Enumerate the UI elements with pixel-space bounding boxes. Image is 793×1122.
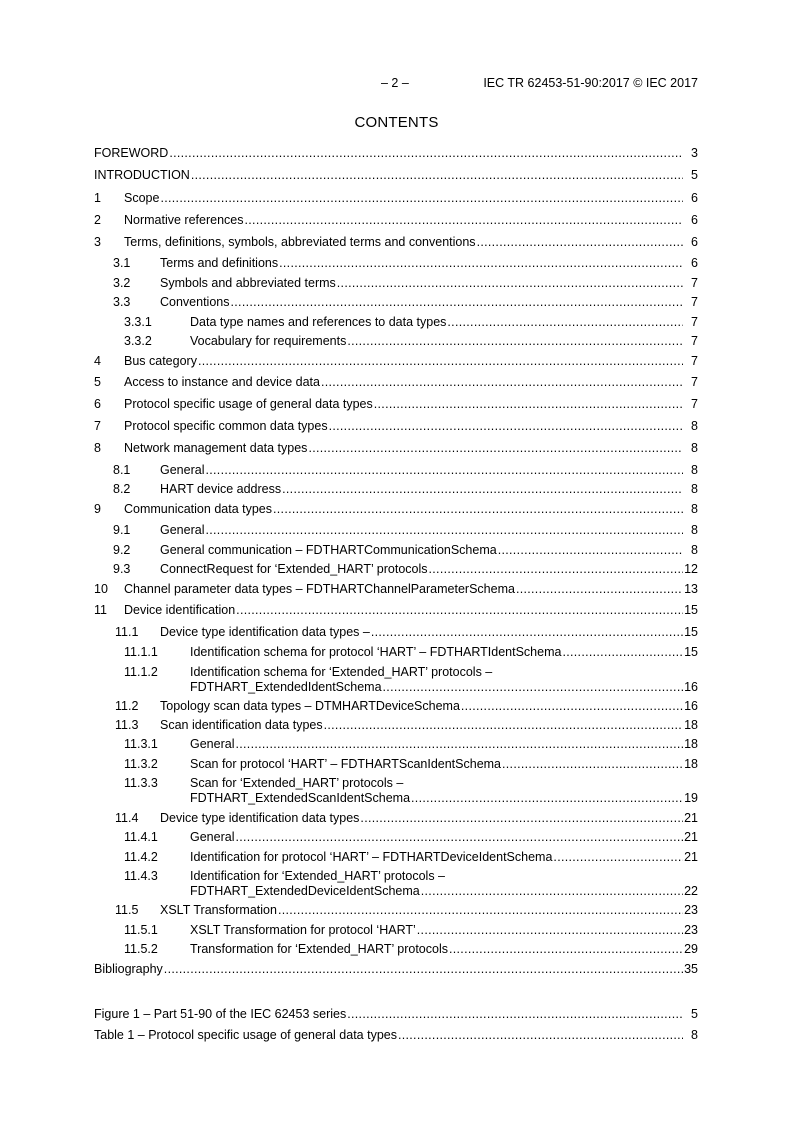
page-ref: 16 xyxy=(684,680,698,694)
toc-entry[interactable] xyxy=(94,718,698,733)
toc-entry[interactable] xyxy=(94,582,698,597)
page-ref: 18 xyxy=(684,757,698,771)
dot-leader xyxy=(282,482,683,497)
page-title: CONTENTS xyxy=(354,114,439,131)
page-ref: 12 xyxy=(684,562,698,576)
toc-entry[interactable] xyxy=(94,397,698,412)
page-ref: 8 xyxy=(691,523,698,537)
entry-title: Protocol specific usage of general data types xyxy=(124,397,373,411)
dot-leader xyxy=(198,354,683,369)
dot-leader xyxy=(447,315,683,330)
dot-leader xyxy=(502,757,683,772)
toc-entry[interactable] xyxy=(94,295,698,310)
dot-leader xyxy=(278,903,683,918)
page-ref: 35 xyxy=(684,962,698,976)
section-number: 2 xyxy=(94,213,101,227)
entry-title: Bus category xyxy=(124,354,197,368)
page-ref: 21 xyxy=(684,811,698,825)
page-number: – 2 – xyxy=(381,76,409,90)
entry-title: Symbols and abbreviated terms xyxy=(160,276,336,290)
dot-leader xyxy=(273,502,683,517)
page-ref: 23 xyxy=(684,923,698,937)
toc-entry[interactable] xyxy=(94,645,698,660)
page-ref: 5 xyxy=(691,168,698,182)
entry-title: Topology scan data types – DTMHARTDeviceSchema xyxy=(160,699,460,713)
section-number: 11.3.3 xyxy=(124,776,158,790)
dot-leader xyxy=(245,213,684,228)
dot-leader xyxy=(498,543,683,558)
dot-leader xyxy=(347,334,683,349)
page-ref: 6 xyxy=(691,235,698,249)
table-entry[interactable] xyxy=(94,1028,698,1043)
dot-leader xyxy=(324,718,683,733)
page-ref: 8 xyxy=(691,419,698,433)
dot-leader xyxy=(279,256,683,271)
toc-entry[interactable] xyxy=(94,334,698,349)
section-number: 5 xyxy=(94,375,101,389)
section-number: 11.1.1 xyxy=(124,645,158,659)
entry-title: Network management data types xyxy=(124,441,308,455)
section-number: 11.5.2 xyxy=(124,942,158,956)
entry-title: Access to instance and device data xyxy=(124,375,320,389)
section-number: 8.2 xyxy=(113,482,131,496)
section-number: 7 xyxy=(94,419,101,433)
entry-title: General communication – FDTHARTCommunicationSchema xyxy=(160,543,497,557)
page-ref: 16 xyxy=(684,699,698,713)
section-number: 1 xyxy=(94,191,101,205)
page-header xyxy=(94,76,698,92)
page-ref: 7 xyxy=(691,276,698,290)
dot-leader xyxy=(308,441,683,456)
dot-leader xyxy=(417,923,683,938)
dot-leader xyxy=(421,884,683,899)
dot-leader xyxy=(347,1007,683,1022)
dot-leader xyxy=(383,680,683,695)
entry-title: Conventions xyxy=(160,295,230,309)
dot-leader xyxy=(449,942,683,957)
entry-title: General xyxy=(190,737,235,751)
dot-leader xyxy=(374,397,683,412)
section-number: 6 xyxy=(94,397,101,411)
section-number: 11.5 xyxy=(115,903,139,917)
entry-title: Bibliography xyxy=(94,962,163,976)
entry-title: Identification for ‘Extended_HART’ protocols – xyxy=(190,869,445,883)
section-number: 11.1.2 xyxy=(124,665,158,679)
toc-entry[interactable] xyxy=(94,776,698,806)
entry-title: Scan for ‘Extended_HART’ protocols – xyxy=(190,776,404,790)
page-ref: 3 xyxy=(691,146,698,160)
dot-leader xyxy=(398,1028,683,1043)
page-ref: 23 xyxy=(684,903,698,917)
toc-entry[interactable] xyxy=(94,850,698,865)
section-number: 9 xyxy=(94,502,101,516)
toc-entry[interactable] xyxy=(94,543,698,558)
page-ref: 7 xyxy=(691,334,698,348)
toc-entry[interactable] xyxy=(94,603,698,618)
dot-leader xyxy=(169,146,683,161)
entry-title: FOREWORD xyxy=(94,146,169,160)
page-ref: 15 xyxy=(684,645,698,659)
section-number: 11.3.2 xyxy=(124,757,158,771)
entry-title: Scan for protocol ‘HART’ – FDTHARTScanIdentSchema xyxy=(190,757,502,771)
page-ref: 15 xyxy=(684,603,698,617)
toc-entry[interactable] xyxy=(94,168,698,183)
entry-title: Device type identification data types xyxy=(160,811,360,825)
dot-leader xyxy=(429,562,683,577)
section-number: 11.4.2 xyxy=(124,850,158,864)
toc-entry[interactable] xyxy=(94,903,698,918)
page-ref: 8 xyxy=(691,1028,698,1042)
toc-entry[interactable] xyxy=(94,419,698,434)
toc-entry[interactable] xyxy=(94,923,698,938)
toc-entry[interactable] xyxy=(94,354,698,369)
page-ref: 6 xyxy=(691,191,698,205)
dot-leader xyxy=(371,625,683,640)
section-number: 9.1 xyxy=(113,523,131,537)
toc-entry[interactable] xyxy=(94,942,698,957)
toc-entry[interactable] xyxy=(94,830,698,845)
toc-entry[interactable] xyxy=(94,962,698,977)
section-number: 11.3.1 xyxy=(124,737,158,751)
entry-title: Identification schema for protocol ‘HART’ – FDTHARTIdentSchema xyxy=(190,645,562,659)
entry-title: Terms and definitions xyxy=(160,256,279,270)
entry-title: Scan identification data types xyxy=(160,718,323,732)
dot-leader xyxy=(553,850,683,865)
dot-leader xyxy=(461,699,683,714)
section-number: 11.2 xyxy=(115,699,139,713)
dot-leader xyxy=(235,830,683,845)
section-number: 8.1 xyxy=(113,463,131,477)
page-ref: 29 xyxy=(684,942,698,956)
dot-leader xyxy=(516,582,683,597)
dot-leader xyxy=(191,168,683,183)
toc-entry[interactable] xyxy=(94,757,698,772)
entry-title: Terms, definitions, symbols, abbreviated terms and conventions xyxy=(124,235,476,249)
entry-title: Table 1 – Protocol specific usage of general data types xyxy=(94,1028,397,1042)
dot-leader xyxy=(164,962,683,977)
entry-title: Device type identification data types – xyxy=(160,625,370,639)
entry-title: Figure 1 – Part 51-90 of the IEC 62453 series xyxy=(94,1007,347,1021)
page-ref: 8 xyxy=(691,482,698,496)
toc-entry[interactable] xyxy=(94,625,698,640)
entry-title: Identification for protocol ‘HART’ – FDTHARTDeviceIdentSchema xyxy=(190,850,553,864)
section-number: 11.3 xyxy=(115,718,139,732)
entry-title: XSLT Transformation for protocol ‘HART’ xyxy=(190,923,416,937)
dot-leader xyxy=(562,645,683,660)
section-number: 3.3.2 xyxy=(124,334,152,348)
toc-entry[interactable] xyxy=(94,523,698,538)
toc-entry[interactable] xyxy=(94,146,698,161)
dot-leader xyxy=(477,235,683,250)
toc-entry[interactable] xyxy=(94,699,698,714)
toc-entry[interactable] xyxy=(94,256,698,271)
toc-entry[interactable] xyxy=(94,562,698,577)
toc-entry[interactable] xyxy=(94,213,698,228)
section-number: 11.4 xyxy=(115,811,139,825)
toc-entry[interactable] xyxy=(94,235,698,250)
page-ref: 8 xyxy=(691,441,698,455)
section-number: 3 xyxy=(94,235,101,249)
dot-leader xyxy=(360,811,683,826)
toc-entry[interactable] xyxy=(94,191,698,206)
page-ref: 21 xyxy=(684,830,698,844)
entry-title: Communication data types xyxy=(124,502,272,516)
section-number: 4 xyxy=(94,354,101,368)
toc-entry[interactable] xyxy=(94,463,698,478)
section-number: 3.3.1 xyxy=(124,315,152,329)
dot-leader xyxy=(231,295,684,310)
toc-entry[interactable] xyxy=(94,276,698,291)
toc-entry[interactable] xyxy=(94,811,698,826)
section-number: 11.4.3 xyxy=(124,869,158,883)
toc-entry[interactable] xyxy=(94,482,698,497)
page-ref: 18 xyxy=(684,718,698,732)
page-ref: 8 xyxy=(691,463,698,477)
section-number: 8 xyxy=(94,441,101,455)
section-number: 11.4.1 xyxy=(124,830,158,844)
entry-title: General xyxy=(160,463,205,477)
entry-title: Normative references xyxy=(124,213,244,227)
page-ref: 6 xyxy=(691,256,698,270)
entry-title: Device identification xyxy=(124,603,236,617)
page-ref: 22 xyxy=(684,884,698,898)
page-ref: 7 xyxy=(691,354,698,368)
page-ref: 7 xyxy=(691,295,698,309)
toc-entry[interactable] xyxy=(94,375,698,390)
entry-title: Transformation for ‘Extended_HART’ protocols xyxy=(190,942,448,956)
section-number: 3.3 xyxy=(113,295,131,309)
toc-entry[interactable] xyxy=(94,869,698,899)
entry-title: General xyxy=(190,830,235,844)
entry-title-continued: FDTHART_ExtendedIdentSchema xyxy=(190,680,382,694)
dot-leader xyxy=(205,463,683,478)
section-number: 9.3 xyxy=(113,562,131,576)
page-ref: 8 xyxy=(691,502,698,516)
toc-entry[interactable] xyxy=(94,502,698,517)
toc-entry[interactable] xyxy=(94,441,698,456)
page-ref: 18 xyxy=(684,737,698,751)
entry-title: HART device address xyxy=(160,482,282,496)
page-ref: 7 xyxy=(691,315,698,329)
dot-leader xyxy=(411,791,683,806)
entry-title: Identification schema for ‘Extended_HART’ protocols – xyxy=(190,665,493,679)
dot-leader xyxy=(321,375,683,390)
entry-title: INTRODUCTION xyxy=(94,168,190,182)
page-ref: 7 xyxy=(691,375,698,389)
page-ref: 8 xyxy=(691,543,698,557)
entry-title: Protocol specific common data types xyxy=(124,419,328,433)
page-ref: 15 xyxy=(684,625,698,639)
section-number: 11 xyxy=(94,603,107,617)
dot-leader xyxy=(235,737,683,752)
figure-entry[interactable] xyxy=(94,1007,698,1022)
section-number: 3.2 xyxy=(113,276,131,290)
entry-title: Vocabulary for requirements xyxy=(190,334,347,348)
entry-title-continued: FDTHART_ExtendedScanIdentSchema xyxy=(190,791,411,805)
section-number: 3.1 xyxy=(113,256,131,270)
entry-title: Data type names and references to data types xyxy=(190,315,447,329)
page-ref: 6 xyxy=(691,213,698,227)
toc-entry[interactable] xyxy=(94,665,698,695)
dot-leader xyxy=(160,191,683,206)
dot-leader xyxy=(329,419,683,434)
entry-title-continued: FDTHART_ExtendedDeviceIdentSchema xyxy=(190,884,420,898)
entry-title: Channel parameter data types – FDTHARTChannelParameterSchema xyxy=(124,582,515,596)
entry-title: ConnectRequest for ‘Extended_HART’ protocols xyxy=(160,562,428,576)
entry-title: Scope xyxy=(124,191,160,205)
document-reference: IEC TR 62453-51-90:2017 © IEC 2017 xyxy=(483,76,698,90)
page-ref: 5 xyxy=(691,1007,698,1021)
dot-leader xyxy=(236,603,683,618)
section-number: 11.1 xyxy=(115,625,139,639)
section-number: 9.2 xyxy=(113,543,131,557)
page-ref: 21 xyxy=(684,850,698,864)
dot-leader xyxy=(337,276,683,291)
page-ref: 7 xyxy=(691,397,698,411)
page-ref: 13 xyxy=(684,582,698,596)
entry-title: General xyxy=(160,523,205,537)
toc-entry[interactable] xyxy=(94,737,698,752)
page-ref: 19 xyxy=(684,791,698,805)
dot-leader xyxy=(205,523,683,538)
section-number: 10 xyxy=(94,582,108,596)
section-number: 11.5.1 xyxy=(124,923,158,937)
toc-entry[interactable] xyxy=(94,315,698,330)
entry-title: XSLT Transformation xyxy=(160,903,277,917)
